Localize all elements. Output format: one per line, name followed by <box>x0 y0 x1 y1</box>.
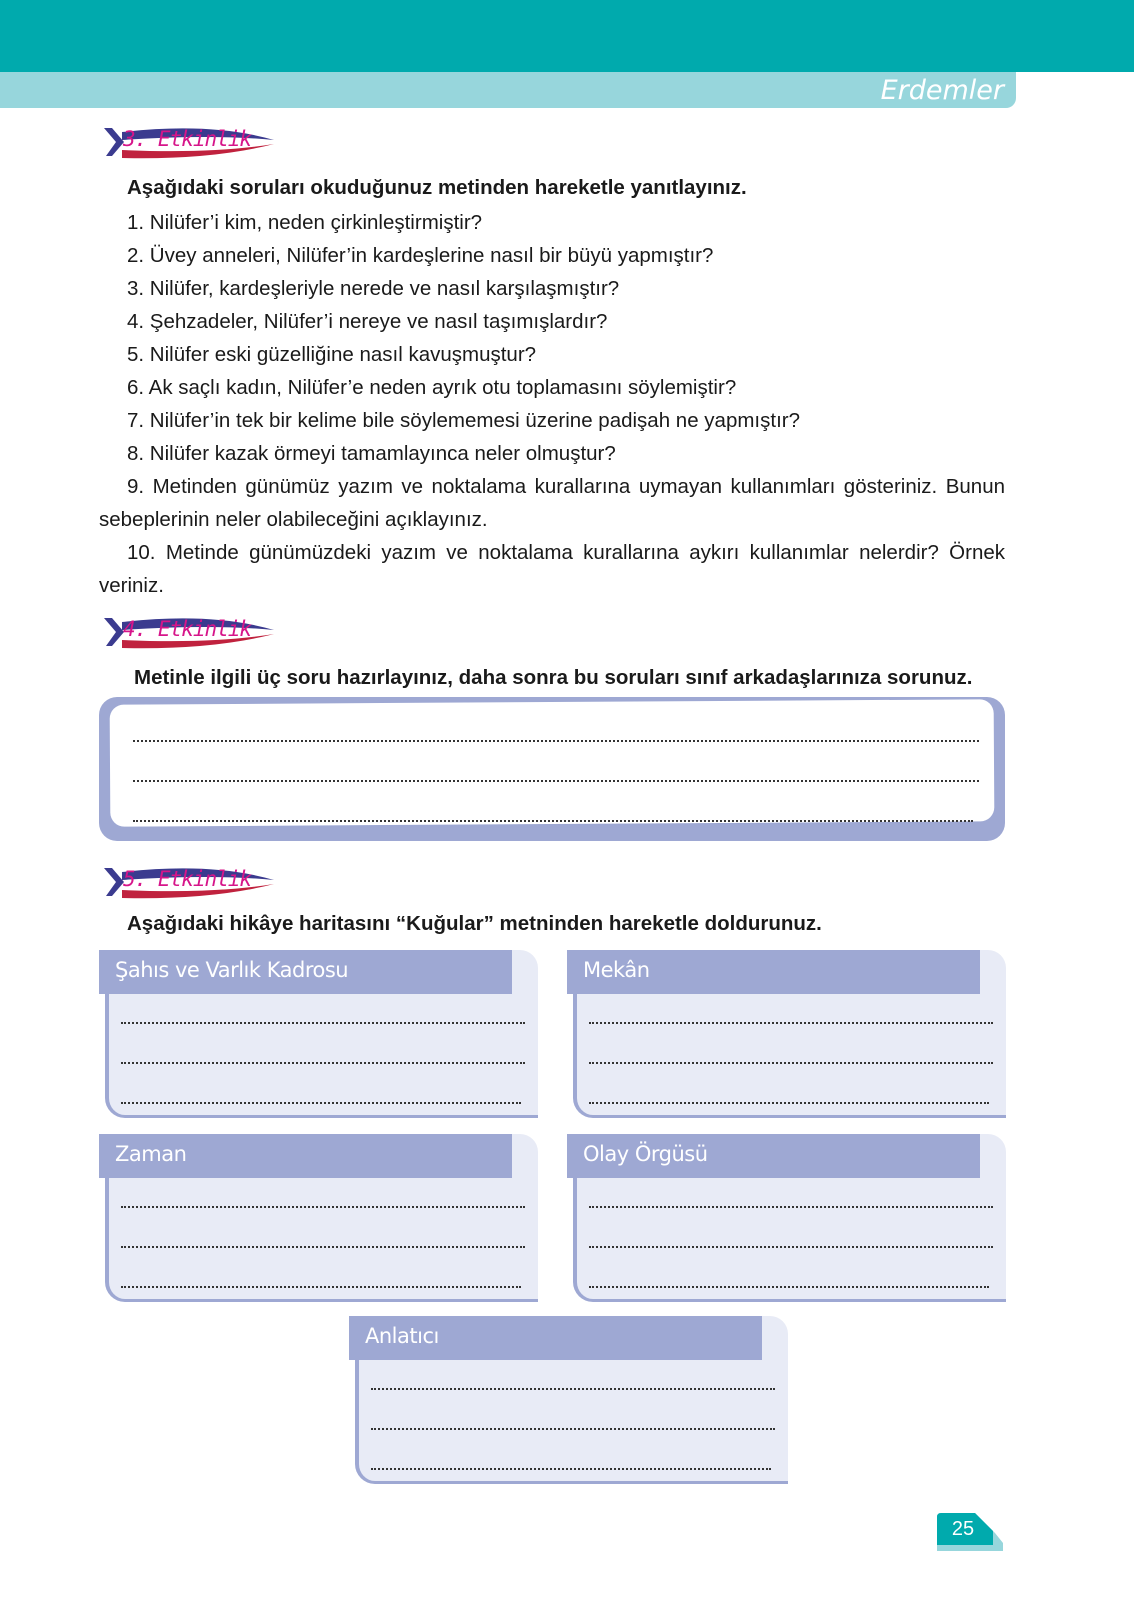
card-title: Şahıs ve Varlık Kadrosu <box>115 958 349 982</box>
unit-banner <box>0 72 1016 108</box>
answer-line[interactable] <box>121 1246 525 1248</box>
activity-4-label: 4. Etkinlik <box>123 617 252 641</box>
question-item: 1. Nilüfer’i kim, neden çirkinleştirmiştir? <box>127 211 483 234</box>
question-item: 5. Nilüfer eski güzelliğine nasıl kavuşmuştur? <box>127 343 537 366</box>
answer-line[interactable] <box>589 1022 993 1024</box>
activity-4-instruction: Metinle ilgili üç soru hazırlayınız, daha sonra bu soruları sınıf arkadaşlarınıza sorunuz. <box>134 666 973 689</box>
top-banner <box>0 0 1134 72</box>
card-title: Zaman <box>115 1142 187 1166</box>
answer-line[interactable] <box>371 1428 775 1430</box>
answer-line[interactable] <box>121 1286 521 1288</box>
activity-5-instruction: Aşağıdaki hikâye haritasını “Kuğular” metninden hareketle doldurunuz. <box>127 912 822 935</box>
question-item: 3. Nilüfer, kardeşleriyle nerede ve nasıl karşılaşmıştır? <box>127 277 620 300</box>
activity-3-label: 3. Etkinlik <box>123 127 252 151</box>
answer-line[interactable] <box>133 780 979 782</box>
question-list <box>99 206 1005 602</box>
question-item: 9. Metinden günümüz yazım ve noktalama kurallarına uymayan kullanımları gösteriniz. Bunun sebeplerinin neler olabileceğini açıklayınız. <box>99 475 1005 531</box>
activity-3-instruction: Aşağıdaki soruları okuduğunuz metinden hareketle yanıtlayınız. <box>127 176 747 199</box>
card-title: Olay Örgüsü <box>583 1142 708 1166</box>
page-number-badge <box>937 1513 1007 1551</box>
answer-line[interactable] <box>589 1206 993 1208</box>
page-number: 25 <box>951 1518 975 1540</box>
question-item: 6. Ak saçlı kadın, Nilüfer’e neden ayrık otu toplamasını söylemiştir? <box>127 376 737 399</box>
story-map-card-place <box>567 950 1006 1118</box>
answer-line[interactable] <box>121 1206 525 1208</box>
answer-line[interactable] <box>589 1246 993 1248</box>
answer-line[interactable] <box>589 1062 993 1064</box>
card-title-bar <box>99 950 512 994</box>
answer-line[interactable] <box>121 1062 525 1064</box>
card-title: Mekân <box>583 958 650 982</box>
card-title-bar <box>99 1134 512 1178</box>
answer-line[interactable] <box>371 1388 775 1390</box>
activity-5-heading <box>102 864 282 902</box>
card-title-bar <box>349 1316 762 1360</box>
unit-title: Erdemler <box>880 75 1004 106</box>
answer-box[interactable] <box>110 699 995 826</box>
answer-line[interactable] <box>133 740 979 742</box>
story-map-card-plot <box>567 1134 1006 1302</box>
answer-line[interactable] <box>589 1102 989 1104</box>
answer-line[interactable] <box>589 1286 989 1288</box>
answer-line[interactable] <box>133 820 973 822</box>
activity-5-label: 5. Etkinlik <box>123 867 252 891</box>
question-item: 7. Nilüfer’in tek bir kelime bile söylememesi üzerine padişah ne yapmıştır? <box>127 409 800 432</box>
card-title-bar <box>567 950 980 994</box>
story-map-card-narrator <box>349 1316 788 1484</box>
answer-line[interactable] <box>121 1022 525 1024</box>
question-item: 2. Üvey anneleri, Nilüfer’in kardeşlerine nasıl bir büyü yapmıştır? <box>127 244 714 267</box>
activity-4-heading <box>102 614 282 652</box>
story-map-card-characters <box>99 950 538 1118</box>
card-title-bar <box>567 1134 980 1178</box>
story-map-card-time <box>99 1134 538 1302</box>
question-item: 4. Şehzadeler, Nilüfer’i nereye ve nasıl taşımışlardır? <box>127 310 608 333</box>
question-item: 8. Nilüfer kazak örmeyi tamamlayınca neler olmuştur? <box>127 442 616 465</box>
answer-line[interactable] <box>121 1102 521 1104</box>
question-item: 10. Metinde günümüzdeki yazım ve noktalama kurallarına aykırı kullanımlar nelerdir? Örnek veriniz. <box>99 541 1005 597</box>
answer-line[interactable] <box>371 1468 771 1470</box>
activity-3-heading <box>102 124 282 162</box>
card-title: Anlatıcı <box>365 1324 439 1348</box>
